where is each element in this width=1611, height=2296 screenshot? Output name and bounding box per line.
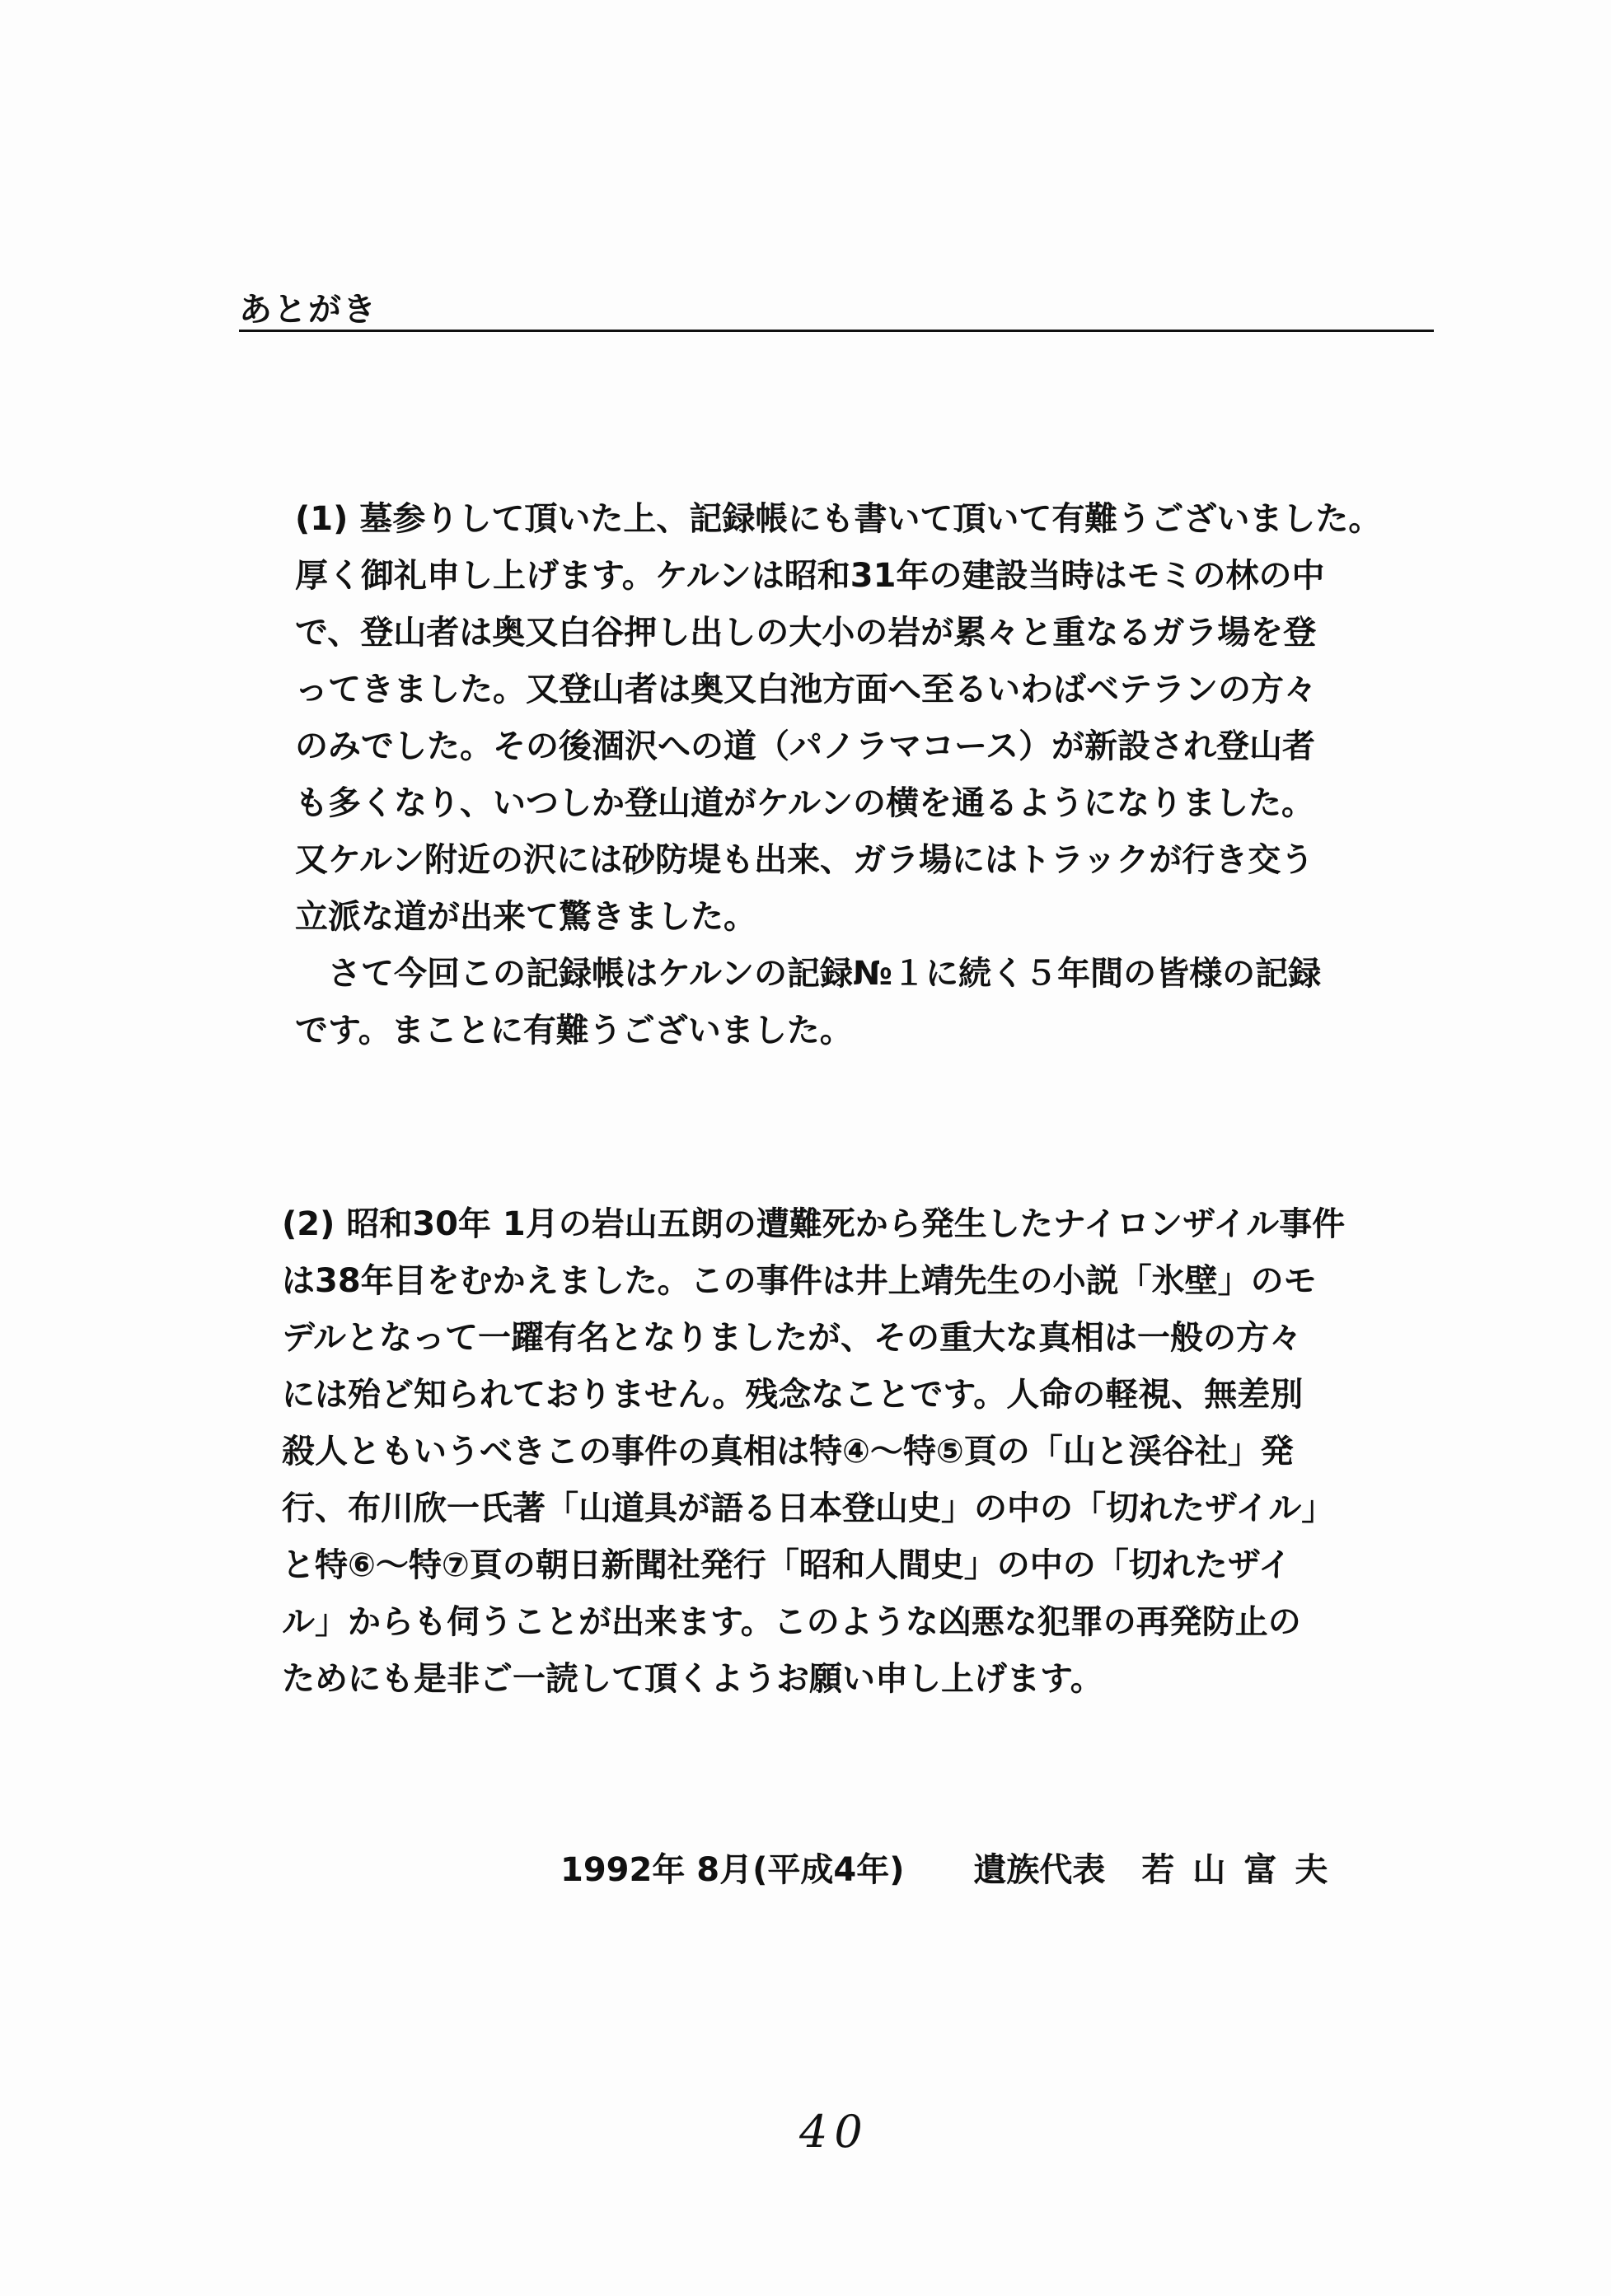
signature-role: 遺族代表	[973, 1851, 1106, 1889]
section-2-line: 殺人ともいうべきこの事件の真相は特④～特⑤頁の「山と渓谷社」発	[282, 1433, 1294, 1471]
signature-date: 1992年 8月(平成4年)	[560, 1851, 905, 1889]
signature-name: 若山富夫	[1141, 1851, 1346, 1889]
section-1-line: 立派な道が出来て驚きました。	[295, 898, 756, 936]
section-1-line: のみでした。その後涸沢への道（パノラマコース）が新設され登山者	[295, 727, 1315, 765]
section-2-line: (2) 昭和30年 1月の岩山五朗の遭難死から発生したナイロンザイル事件	[282, 1205, 1346, 1243]
section-2-line: には殆ど知られておりません。残念なことです。人命の軽視、無差別	[282, 1376, 1304, 1414]
section-1-paragraph	[295, 491, 1381, 1059]
signature-block	[560, 1845, 1346, 1895]
page-heading: あとがき	[239, 291, 377, 329]
page-number: 40	[799, 2106, 869, 2158]
section-2-paragraph	[282, 1196, 1345, 1708]
section-2-line: ためにも是非ご一読して頂くようお願い申し上げます。	[282, 1660, 1103, 1698]
section-1-line: 厚く御礼申し上げます。ケルンは昭和31年の建設当時はモミの林の中	[295, 557, 1325, 595]
section-1-line: で、登山者は奥又白谷押し出しの大小の岩が累々と重なるガラ場を登	[295, 614, 1317, 652]
heading-underline	[239, 330, 1434, 332]
section-2-line: は38年目をむかえました。この事件は井上靖先生の小説「氷壁」のモ	[282, 1262, 1317, 1300]
section-1-line: さて今回この記録帳はケルンの記録№１に続く５年間の皆様の記録	[295, 955, 1322, 993]
section-2-line: ル」からも伺うことが出来ます。このような凶悪な犯罪の再発防止の	[282, 1603, 1301, 1641]
section-1-line: ってきました。又登山者は奥又白池方面へ至るいわばベテランの方々	[295, 671, 1317, 708]
section-2-line: と特⑥～特⑦頁の朝日新聞社発行「昭和人間史」の中の「切れたザイ	[282, 1546, 1291, 1584]
section-1-line: です。まことに有難うございました。	[295, 1012, 853, 1050]
section-1-line: も多くなり、いつしか登山道がケルンの横を通るようになりました。	[295, 784, 1314, 822]
section-1-line: (1) 墓参りして頂いた上、記録帳にも書いて頂いて有難うございました。	[295, 500, 1382, 538]
section-2-line: 行、布川欣一氏著「山道具が語る日本登山史」の中の「切れたザイル」	[282, 1489, 1335, 1527]
section-1-line: 又ケルン附近の沢には砂防堤も出来、ガラ場にはトラックが行き交う	[295, 841, 1314, 879]
section-2-line: デルとなって一躍有名となりましたが、その重大な真相は一般の方々	[282, 1319, 1302, 1357]
